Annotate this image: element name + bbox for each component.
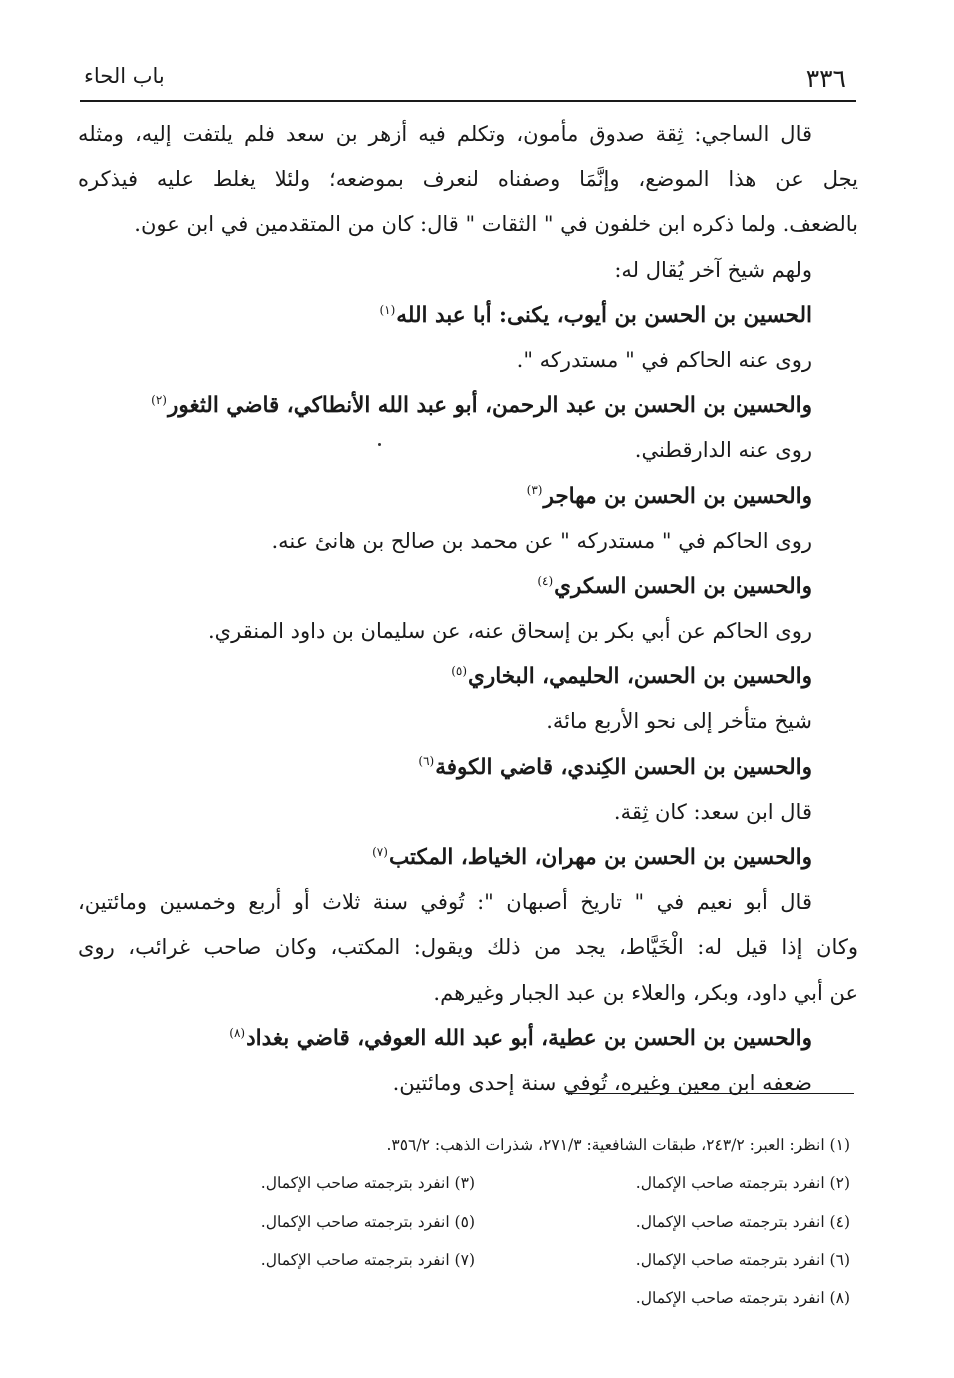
entry-heading: والحسين بن الحسن بن عطية، أبو عبد الله العوفي، قاضي بغداد$^{(٨)}$ <box>229 1025 812 1051</box>
body-line: شيخ متأخر إلى نحو الأربع مائة. <box>546 709 812 734</box>
footnote-ref: (٢) <box>151 392 167 407</box>
body-text <box>78 112 858 1106</box>
body-line: يجل عن هذا الموضع، وإنَّمَا وصفناه لنعرف بموضعه؛ ولئلا يغلط عليه فيذكره <box>78 167 858 192</box>
header-rule <box>80 100 856 102</box>
body-line: ضعفه ابن معين وغيره، تُوفي سنة إحدى ومائتين. <box>392 1070 812 1095</box>
body-line: ولهم شيخ آخر يُقال له: <box>614 257 812 282</box>
footnote: (٨) انفرد بترجمته صاحب الإكمال. <box>635 1289 850 1308</box>
body-line: قال ابن سعد: كان ثِقة. <box>613 799 812 824</box>
footnotes <box>150 1126 850 1317</box>
body-line: روى عنه الدارقطني. <box>634 438 812 463</box>
entry-heading: والحسين بن الحسن، الحليمي، البخاري$^{(٥)}$ <box>451 664 812 690</box>
print-speck <box>378 443 381 446</box>
footnote: (٤) انفرد بترجمته صاحب الإكمال. <box>635 1212 850 1231</box>
body-line: قال أبو نعيم في " تاريخ أصبهان ": تُوفي سنة ثلاث أو أربع وخمسين ومائتين، <box>78 890 812 915</box>
footnote-row <box>150 1203 850 1241</box>
footnote: (٦) انفرد بترجمته صاحب الإكمال. <box>635 1250 850 1269</box>
running-head <box>76 58 854 98</box>
page-number: ٣٣٦ <box>805 64 846 93</box>
footnote-ref: (١) <box>379 302 396 317</box>
entry-heading: والحسين بن الحسن بن عبد الرحمن، أبو عبد الله الأنطاكي، قاضي الثغور$^{(٢)}$ <box>151 392 812 419</box>
body-line: قال الساجي: ثِقة صدوق مأمون، وتكلم فيه أزهر بن سعد فلم يلتفت إليه، ومثله <box>78 122 812 146</box>
footnote: (٢) انفرد بترجمته صاحب الإكمال. <box>635 1174 850 1193</box>
footnote-row <box>150 1164 850 1202</box>
entry-heading: والحسين بن الحسن بن مهران، الخياط، المكتب$^{(٧)}$ <box>372 844 812 870</box>
footnote-ref: (٤) <box>537 573 554 588</box>
footnote-ref: (٧) <box>372 844 388 859</box>
footnote: (١) انظر: العبر: ٢٤٣/٢، طبقات الشافعية: ٢٧١/٣، شذرات الذهب: ٣٥٦/٢. <box>386 1136 850 1154</box>
footnote-row <box>150 1241 850 1279</box>
footnote-ref: (٥) <box>451 664 468 679</box>
footnote-ref: (٦) <box>418 754 435 769</box>
chapter-title: باب الحاء <box>84 64 165 88</box>
entry-heading: الحسين بن الحسن بن أيوب، يكنى: أبا عبد الله$^{(١)}$ <box>379 302 812 328</box>
footnote-ref: (٨) <box>229 1025 246 1040</box>
footnote: (٥) انفرد بترجمته صاحب الإكمال. <box>260 1212 475 1231</box>
body-line: روى عنه الحاكم في " مستدركه ". <box>516 347 812 372</box>
footnote: (٧) انفرد بترجمته صاحب الإكمال. <box>260 1250 475 1269</box>
body-line: عن أبي داود، وبكر، والعلاء بن عبد الجبار وغيرهم. <box>433 980 858 1005</box>
entry-heading: والحسين بن الحسن السكري$^{(٤)}$ <box>537 573 812 599</box>
footnote-row <box>150 1279 850 1317</box>
entry-heading: والحسين بن الحسن بن مهاجر$^{(٣)}$ <box>526 483 812 509</box>
footnote-row <box>150 1126 850 1164</box>
body-line: بالضعف. ولما ذكره ابن خلفون في " الثقات " قال: كان من المتقدمين في ابن عون. <box>134 212 858 237</box>
body-line: روى الحاكم في " مستدركه " عن محمد بن صالح بن هانئ عنه. <box>271 528 812 553</box>
footnote-rule <box>566 1093 854 1094</box>
body-line: وكان إذا قيل له: الْخَيَّاط، يجد من ذلك ويقول: المكتب، وكان صاحب غرائب، روى <box>78 935 858 960</box>
body-line: روى الحاكم عن أبي بكر بن إسحاق عنه، عن سليمان بن داود المنقري. <box>207 619 812 644</box>
footnote: (٣) انفرد بترجمته صاحب الإكمال. <box>260 1174 475 1193</box>
entry-heading: والحسين بن الحسن الكِندي، قاضي الكوفة$^{(٦)}$ <box>418 754 812 780</box>
footnote-ref: (٣) <box>526 483 543 498</box>
